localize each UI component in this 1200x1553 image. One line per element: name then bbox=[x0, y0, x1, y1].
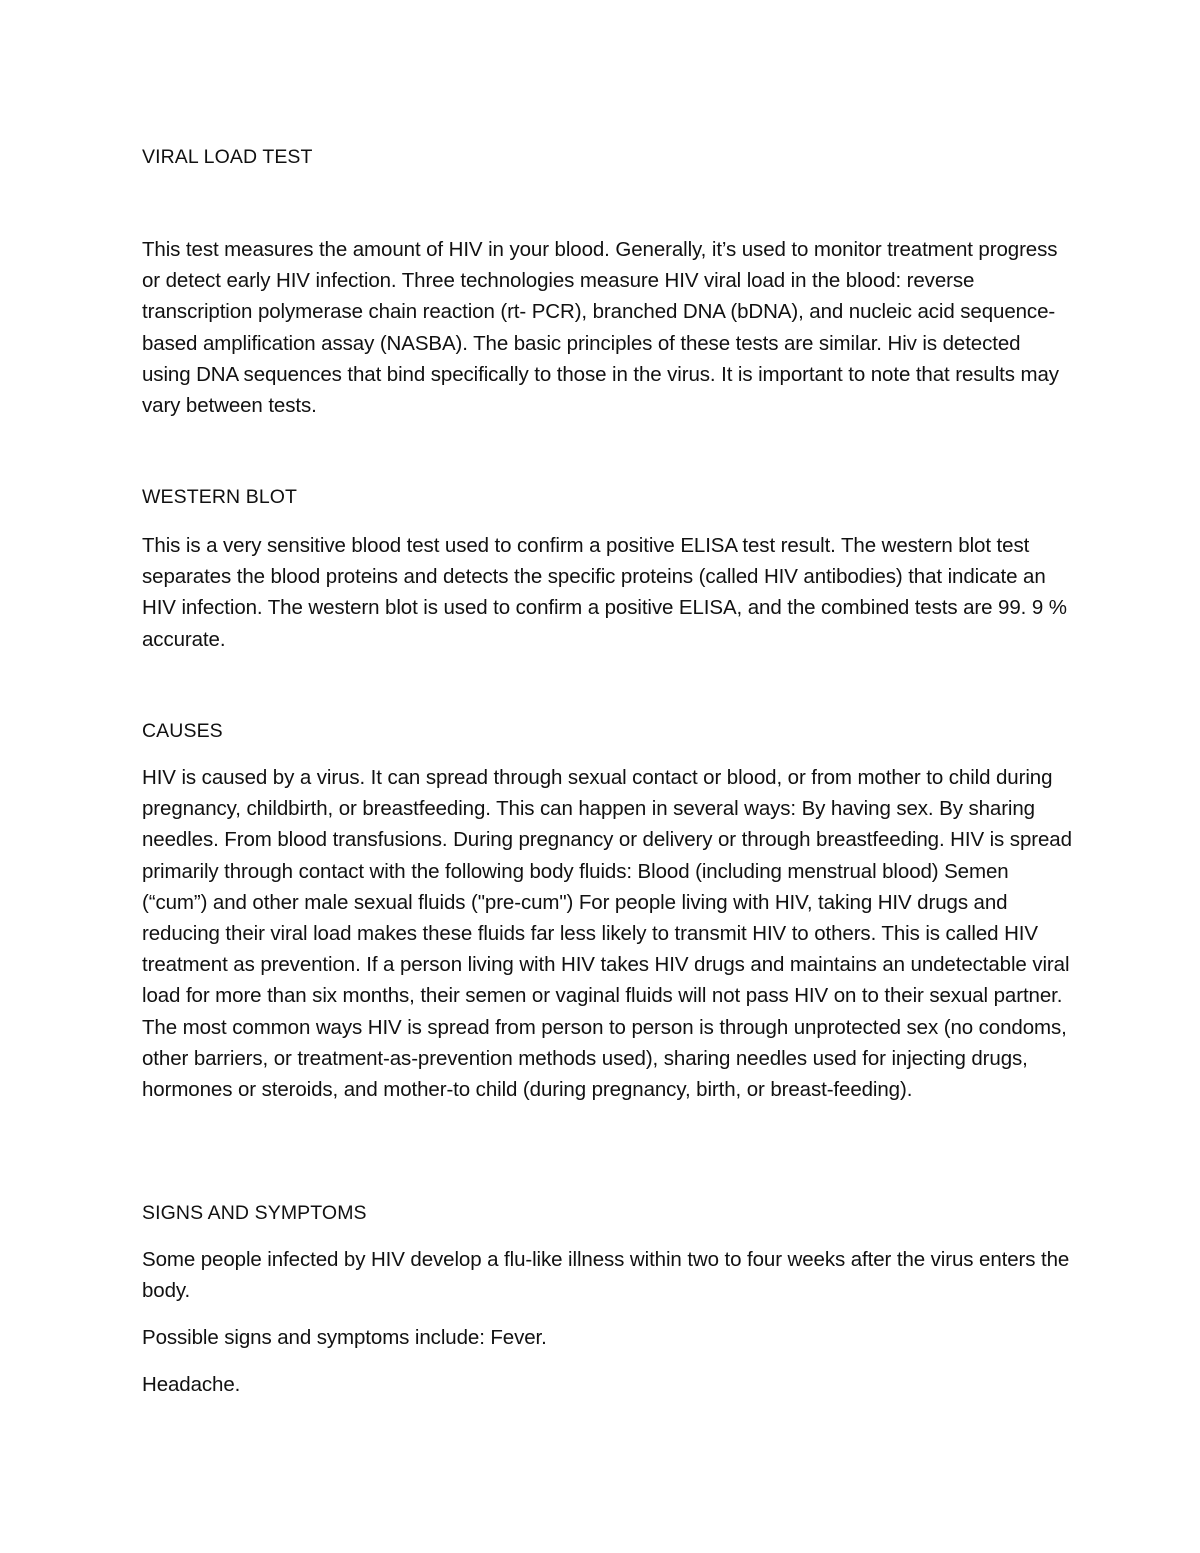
section-signs-body-2 bbox=[142, 1322, 1072, 1353]
section-paragraph: HIV is caused by a virus. It can spread through sexual contact or blood, or from mother to child during pregnancy, childbirth, or breastfeeding. This can happen in several ways: By having sex. By sharing needles. From blood transfusions. During pregnancy or delivery or through breastfeeding. HIV is spread primarily through contact with the following body fluids: Blood (including menstrual blood) Semen (“cum”) and other male sexual fluids ("pre-cum") For people living with HIV, taking HIV drugs and reducing their viral load makes these fluids far less likely to transmit HIV to others. This is called HIV treatment as prevention. If a person living with HIV takes HIV drugs and maintains an undetectable viral load for more than six months, their semen or vaginal fluids will not pass HIV on to their sexual partner. The most common ways HIV is spread from person to person is through unprotected sex (no condoms, other barriers, or treatment-as-prevention methods used), sharing needles used for injecting drugs, hormones or steroids, and mother-to child (during pregnancy, birth, or breast-feeding). bbox=[142, 766, 1072, 1102]
section-heading: VIRAL LOAD TEST bbox=[142, 146, 313, 168]
section-causes-body bbox=[142, 762, 1072, 1105]
section-paragraph: Headache. bbox=[142, 1373, 241, 1396]
section-viral-load-test bbox=[142, 142, 1072, 173]
section-paragraph: This test measures the amount of HIV in your blood. Generally, it’s used to monitor treatment progress or detect early HIV infection. Three technologies measure HIV viral load in the blood: reverse transcription polymerase chain reaction (rt- PCR), branched DNA (bDNA), and nucleic acid sequence-based amplification assay (NASBA). The basic principles of these tests are similar. Hiv is detected using DNA sequences that bind specifically to those in the virus. It is important to note that results may vary between tests. bbox=[142, 238, 1059, 418]
section-paragraph: Some people infected by HIV develop a flu-like illness within two to four weeks after the virus enters the body. bbox=[142, 1248, 1070, 1303]
section-heading: WESTERN BLOT bbox=[142, 486, 298, 508]
section-western-blot bbox=[142, 482, 1072, 513]
section-heading: CAUSES bbox=[142, 720, 223, 742]
section-signs-body-3 bbox=[142, 1369, 1072, 1400]
section-paragraph: Possible signs and symptoms include: Fever. bbox=[142, 1326, 547, 1349]
section-signs-body-1 bbox=[142, 1244, 1072, 1306]
section-western-blot-body bbox=[142, 530, 1072, 655]
section-heading: SIGNS AND SYMPTOMS bbox=[142, 1202, 367, 1224]
section-signs-and-symptoms bbox=[142, 1198, 1072, 1229]
section-causes bbox=[142, 716, 1072, 747]
section-viral-load-test-body bbox=[142, 234, 1072, 421]
section-paragraph: This is a very sensitive blood test used to confirm a positive ELISA test result. The western blot test separates the blood proteins and detects the specific proteins (called HIV antibodies) that indicate an HIV infection. The western blot is used to confirm a positive ELISA, and the combined tests are 99. 9 % accurate. bbox=[142, 534, 1067, 651]
